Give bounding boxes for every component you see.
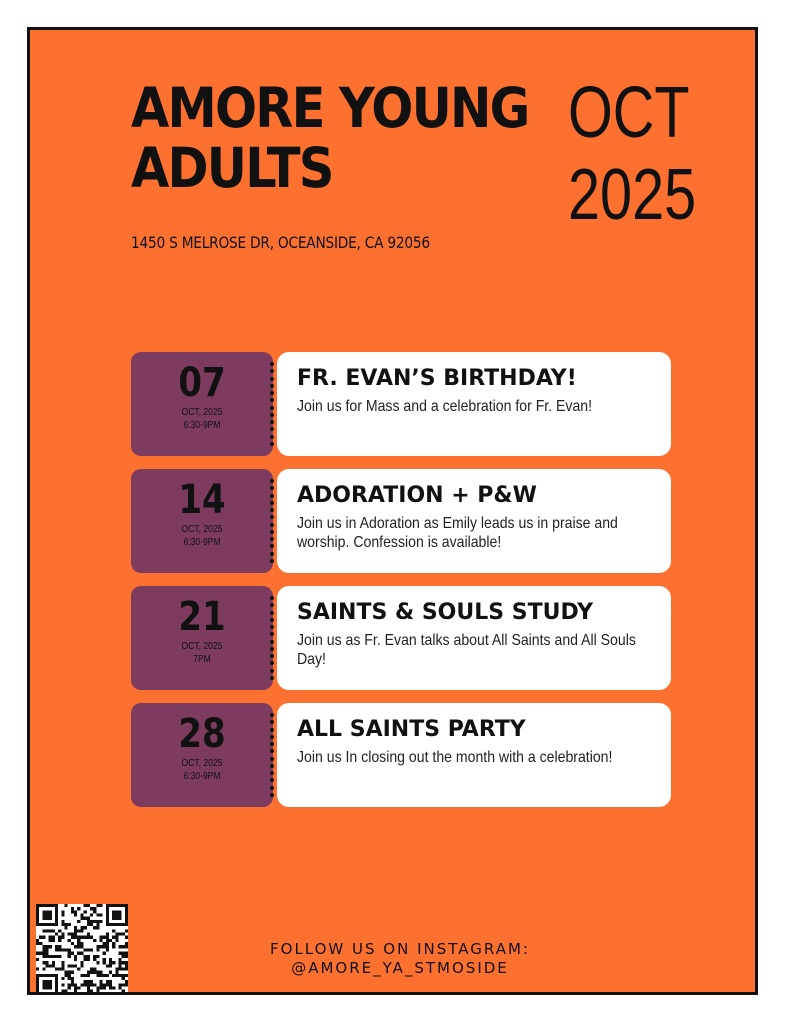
event-description: Join us in Adoration as Emily leads us in praise and worship. Confession is available! [297, 515, 618, 551]
event-title: ALL SAINTS PARTY [297, 717, 526, 742]
event-title: FR. EVAN’S BIRTHDAY! [297, 366, 577, 391]
event-day: 21 [178, 594, 226, 640]
event-date: OCT, 2025 [181, 758, 223, 769]
ticket-perforation [269, 362, 275, 446]
qr-code-icon[interactable] [36, 904, 128, 995]
event-day: 28 [178, 711, 226, 757]
event-date: OCT, 2025 [181, 524, 223, 535]
ticket-perforation [269, 479, 275, 563]
event-item [131, 469, 671, 573]
event-title: ADORATION + P&W [297, 483, 537, 508]
event-day: 14 [178, 477, 226, 523]
title-line-1: AMORE YOUNG [131, 76, 529, 140]
event-item [131, 703, 671, 807]
ticket-perforation [269, 596, 275, 680]
flyer [27, 27, 758, 995]
event-time: 6:30-9PM [183, 420, 221, 431]
event-description: Join us as Fr. Evan talks about All Saints and All Souls Day! [297, 632, 636, 668]
event-list [131, 352, 671, 820]
flyer-title [131, 76, 529, 200]
event-time: 7PM [193, 654, 211, 665]
event-description: Join us for Mass and a celebration for Fr. Evan! [297, 398, 593, 415]
event-item [131, 352, 671, 456]
event-date-box [131, 586, 273, 690]
year: 2025 [568, 155, 697, 235]
event-time: 6:30-9PM [183, 537, 221, 548]
instagram-handle[interactable]: @AMORE_YA_STMOSIDE [291, 959, 509, 977]
event-day: 07 [178, 360, 226, 406]
title-line-2: ADULTS [131, 136, 333, 200]
address: 1450 S MELROSE DR, OCEANSIDE, CA 92056 [131, 233, 430, 252]
event-item [131, 586, 671, 690]
event-info-card [277, 352, 671, 456]
event-info-card [277, 586, 671, 690]
follow-text: FOLLOW US ON INSTAGRAM: [270, 940, 530, 958]
event-date-box [131, 469, 273, 573]
event-info-card [277, 703, 671, 807]
event-description: Join us In closing out the month with a celebration! [297, 749, 613, 766]
event-title: SAINTS & SOULS STUDY [297, 600, 594, 625]
event-info-card [277, 469, 671, 573]
instagram-callout [210, 940, 590, 978]
ticket-perforation [269, 713, 275, 797]
event-date-box [131, 352, 273, 456]
event-time: 6:30-9PM [183, 771, 221, 782]
event-date: OCT, 2025 [181, 641, 223, 652]
event-date: OCT, 2025 [181, 407, 223, 418]
event-date-box [131, 703, 273, 807]
month-year [568, 72, 696, 236]
month: OCT [568, 73, 690, 153]
